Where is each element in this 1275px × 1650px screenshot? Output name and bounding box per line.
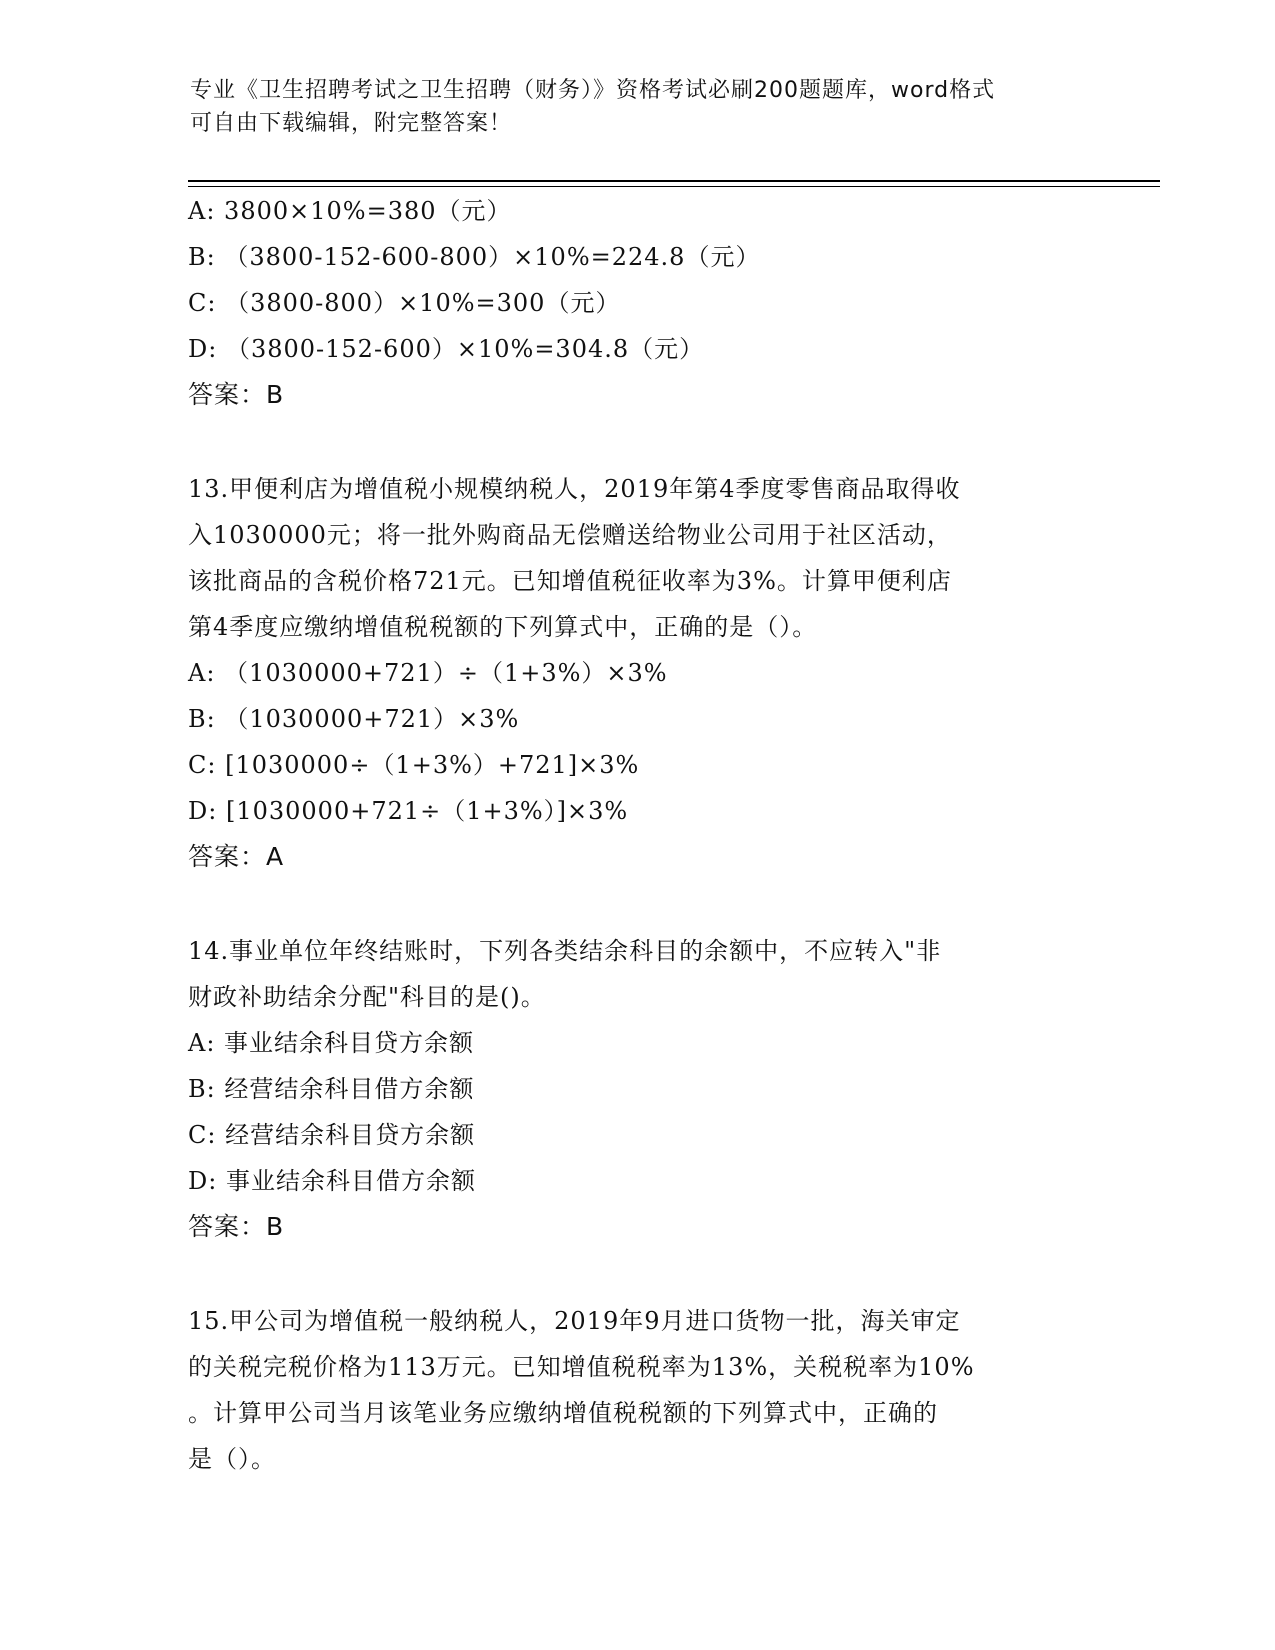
header-title-line-1: 专业《卫生招聘考试之卫生招聘（财务）》资格考试必刷200题题库，word格式 bbox=[190, 78, 996, 103]
option-d: D: [1030000+721÷（1+3%）]×3% bbox=[188, 797, 629, 825]
question-15-block bbox=[188, 1298, 1148, 1482]
question-text-line: 。计算甲公司当月该笔业务应缴纳增值税税额的下列算式中，正确的 bbox=[188, 1399, 938, 1427]
answer-line: 答案：A bbox=[188, 842, 285, 871]
question-text-line: 第4季度应缴纳增值税税额的下列算式中，正确的是（）。 bbox=[188, 613, 818, 641]
option-b: B: 经营结余科目借方余额 bbox=[188, 1075, 475, 1103]
spacer bbox=[188, 880, 1148, 928]
option-b: B: （3800-152-600-800）×10%=224.8（元） bbox=[188, 243, 761, 271]
header-title-line-2: 可自由下载编辑，附完整答案！ bbox=[190, 111, 513, 136]
question-text-line: 是（）。 bbox=[188, 1445, 276, 1473]
option-a: A: （1030000+721）÷（1+3%）×3% bbox=[188, 659, 668, 687]
option-c: C: 经营结余科目贷方余额 bbox=[188, 1121, 476, 1149]
answer-line: 答案：B bbox=[188, 1212, 285, 1241]
header-rule-thin bbox=[188, 186, 1160, 187]
spacer bbox=[188, 418, 1148, 466]
option-c: C: （3800-800）×10%=300（元） bbox=[188, 289, 621, 317]
option-c: C: [1030000÷（1+3%）+721]×3% bbox=[188, 751, 640, 779]
answer-line: 答案：B bbox=[188, 380, 285, 409]
option-b: B: （1030000+721）×3% bbox=[188, 705, 520, 733]
option-a: A: 3800×10%=380（元） bbox=[188, 197, 512, 225]
option-d: D: （3800-152-600）×10%=304.8（元） bbox=[188, 335, 705, 363]
header-rule-thick bbox=[188, 180, 1160, 182]
spacer bbox=[188, 1250, 1148, 1298]
question-text-line: 14.事业单位年终结账时，下列各类结余科目的余额中，不应转入"非 bbox=[188, 937, 942, 965]
question-14-block bbox=[188, 928, 1148, 1250]
question-text-line: 财政补助结余分配"科目的是()。 bbox=[188, 983, 546, 1011]
option-a: A: 事业结余科目贷方余额 bbox=[188, 1029, 475, 1057]
question-text-line: 的关税完税价格为113万元。已知增值税税率为13%，关税税率为10% bbox=[188, 1353, 975, 1381]
document-header bbox=[190, 74, 1090, 140]
question-text-line: 该批商品的含税价格721元。已知增值税征收率为3%。计算甲便利店 bbox=[188, 567, 952, 595]
question-text-line: 13.甲便利店为增值税小规模纳税人，2019年第4季度零售商品取得收 bbox=[188, 475, 961, 503]
option-d: D: 事业结余科目借方余额 bbox=[188, 1167, 476, 1195]
question-text-line: 15.甲公司为增值税一般纳税人，2019年9月进口货物一批，海关审定 bbox=[188, 1307, 961, 1335]
question-text-line: 入1030000元；将一批外购商品无偿赠送给物业公司用于社区活动， bbox=[188, 521, 952, 549]
question-content bbox=[188, 188, 1148, 1482]
question-13-block bbox=[188, 466, 1148, 880]
question-12-block bbox=[188, 188, 1148, 418]
